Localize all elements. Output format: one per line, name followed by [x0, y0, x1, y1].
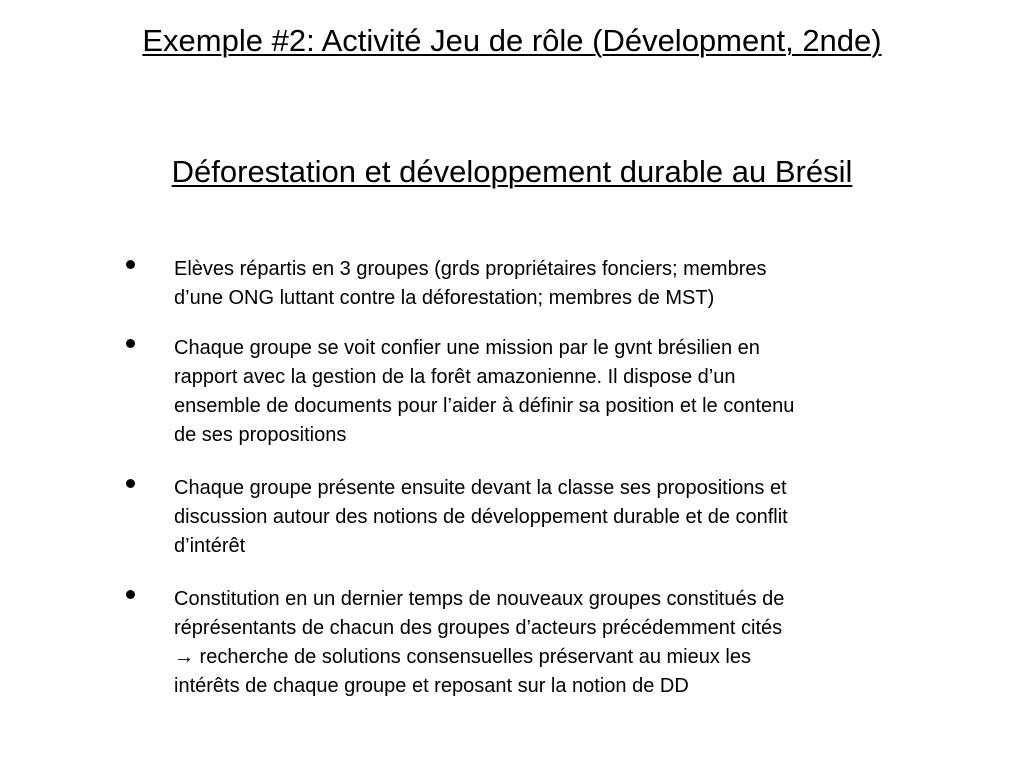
bullet-dot-icon [126, 339, 135, 348]
bullet-dot-icon [126, 260, 135, 269]
bullet-text: Elèves répartis en 3 groupes (grds propriétaires fonciers; membres d’une ONG luttant contre la déforestation; membres de MST) [174, 258, 767, 309]
bullet-dot-icon [126, 479, 135, 488]
bullet-text: Constitution en un dernier temps de nouveaux groupes constitués de réprésentants de chacun des groupes d’acteurs précédemment cités → recherche de solutions consensuelles préservant au mieux les intérêts de chaque groupe et reposant sur la notion de DD [174, 588, 785, 697]
slide-subtitle: Déforestation et développement durable au Brésil [171, 154, 853, 189]
bullet-dot-icon [126, 590, 135, 599]
bullet-text: Chaque groupe se voit confier une mission par le gvnt brésilien en rapport avec la gestion de la forêt amazonienne. Il dispose d’un ensemble de documents pour l’aider à définir sa position et le contenu de ses propositions [174, 337, 795, 446]
bullet-text: Chaque groupe présente ensuite devant la classe ses propositions et discussion autour des notions de développement durable et de conflit d’intérêt [174, 477, 788, 557]
slide-title: Exemple #2: Activité Jeu de rôle (Dévelopment, 2nde) [142, 23, 882, 58]
